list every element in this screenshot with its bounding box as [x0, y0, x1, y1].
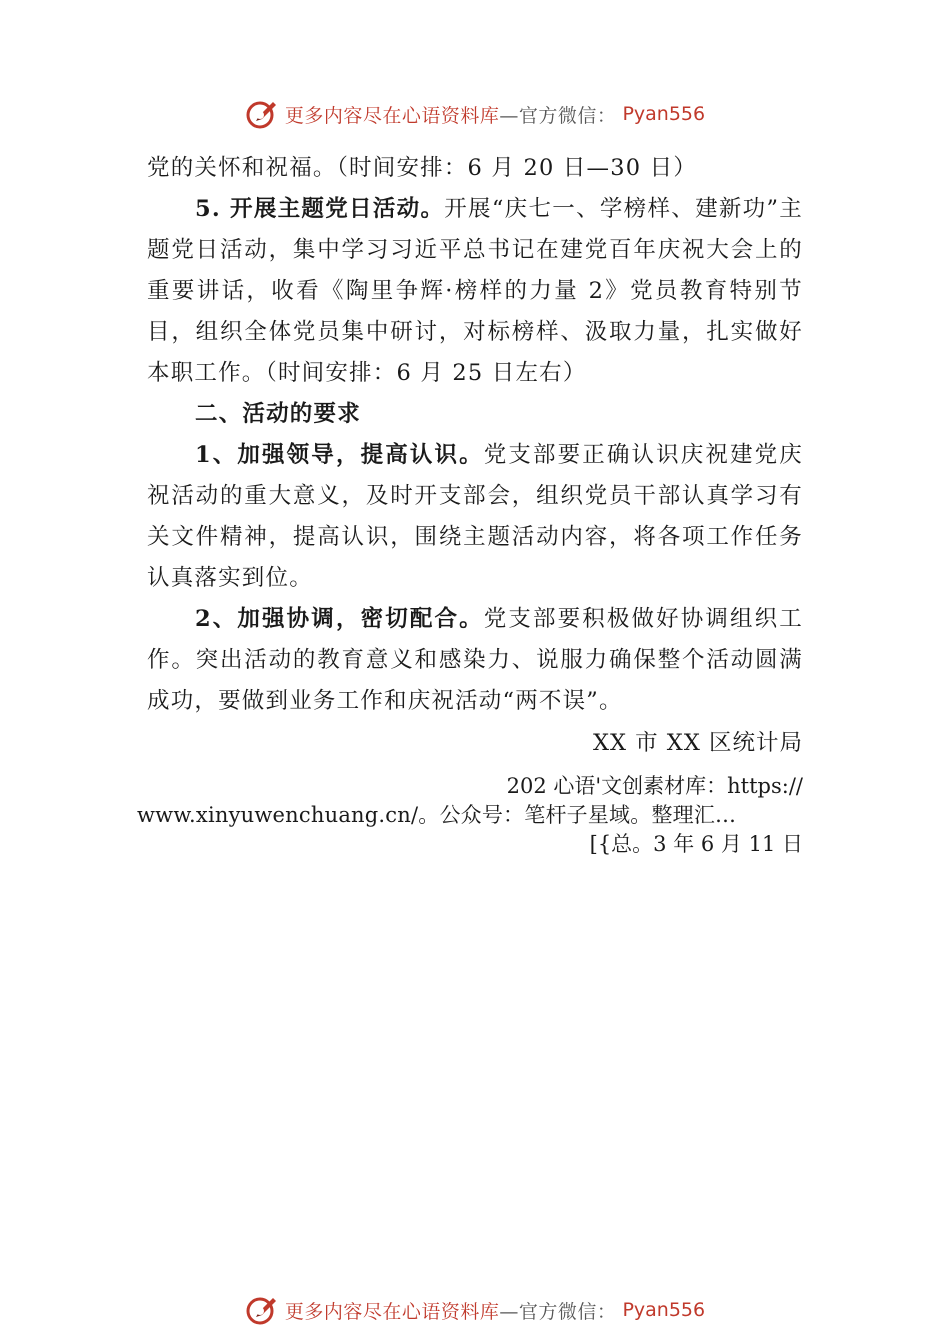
requirement-1-paragraph [147, 435, 803, 599]
requirement-2-paragraph [147, 599, 803, 722]
continuation-line: 党的关怀和祝福。（时间安排：6 月 20 日—30 日） [147, 155, 698, 181]
section-2-heading: 二、活动的要求 [195, 401, 361, 427]
item-5-text: 开展“庆七一、学榜样、建新功”主题党日活动，集中学习习近平总书记在建党百年庆祝大会上的重要讲话，收看《陶里争辉·榜样的力量 2》党员教育特别节目，组织全体党员集中研讨，对标榜样、汲取力量，扎实做好本职工作。（时间安排：6 月 25 日左右） [147, 196, 803, 386]
footer-line-3: [{总。3 年 6 月 11 日 [589, 832, 803, 856]
footer-note [137, 772, 803, 859]
requirement-1-title: 1、加强领导，提高认识。 [195, 442, 484, 468]
pen-nib-logo-icon [245, 97, 279, 131]
requirement-2-text: 党支部要积极做好协调组织工作。突出活动的教育意义和感染力、说服力确保整个活动圆满成功，要做到业务工作和庆祝活动“两不误”。 [147, 606, 803, 714]
signature: XX 市 XX 区统计局 [592, 730, 803, 756]
banner-text: 更多内容尽在心语资料库—官方微信： [284, 1300, 617, 1323]
banner-wechat-id: Pyan556 [622, 103, 706, 125]
item-5-paragraph [147, 189, 803, 394]
top-banner [0, 94, 950, 134]
pen-nib-logo-icon [245, 1293, 279, 1327]
banner-wechat-id: Pyan556 [622, 1299, 706, 1321]
banner-text: 更多内容尽在心语资料库—官方微信： [284, 104, 617, 127]
footer-line-1: 202 心语'文创素材库：https:// [506, 774, 803, 798]
bottom-banner [0, 1290, 950, 1330]
item-5-title: 5. 开展主题党日活动。 [195, 196, 445, 222]
requirement-2-title: 2、加强协调，密切配合。 [195, 606, 484, 632]
requirement-1-text: 党支部要正确认识庆祝建党庆祝活动的重大意义，及时开支部会，组织党员干部认真学习有关文件精神，提高认识，围绕主题活动内容，将各项工作任务认真落实到位。 [147, 442, 803, 591]
document-body [147, 148, 803, 764]
footer-line-2: www.xinyuwenchuang.cn/。公众号：笔杆子星域。整理汇… [137, 803, 737, 827]
